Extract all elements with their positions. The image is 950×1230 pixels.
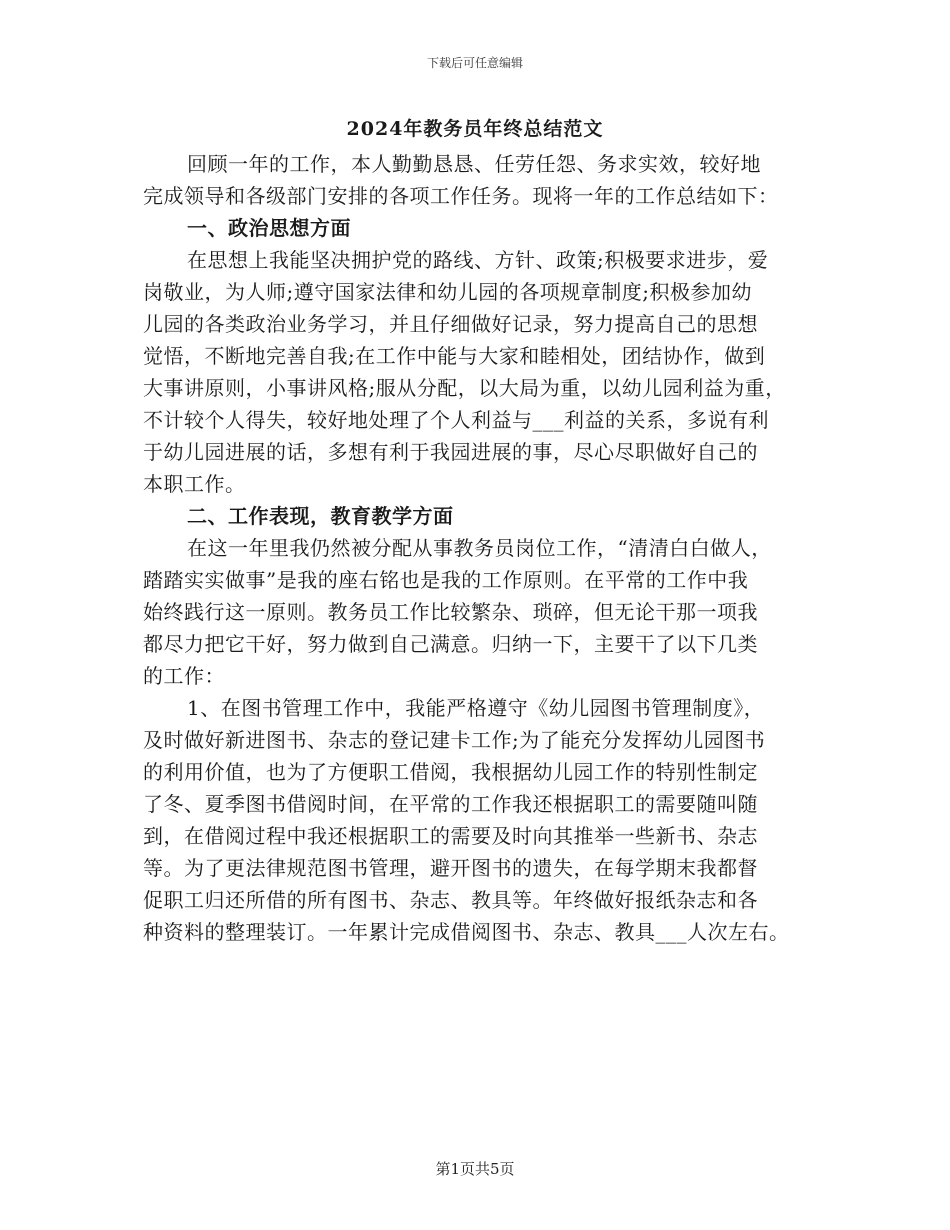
section-heading: 一、政治思想方面: [187, 216, 351, 240]
header-note: 下载后可任意编辑: [426, 56, 523, 70]
paragraph-line: 种资料的整理装订。一年累计完成借阅图书、杂志、教具___人次左右。: [143, 920, 790, 944]
paragraph-line: 等。为了更法律规范图书管理，避开图书的遗失，在每学期末我都督: [143, 856, 758, 880]
page-number: 第1页共5页: [435, 1160, 515, 1178]
document-body: [143, 148, 823, 948]
paragraph-line: 1、在图书管理工作中，我能严格遵守《幼儿园图书管理制度》，: [187, 696, 765, 720]
paragraph-line: 在这一年里我仍然被分配从事教务员岗位工作，“清清白白做人，: [187, 536, 772, 560]
paragraph-line: 踏踏实实做事”是我的座右铭也是我的工作原则。在平常的工作中我: [143, 568, 749, 592]
paragraph-line: 始终践行这一原则。教务员工作比较繁杂、琐碎，但无论干那一项我: [143, 600, 758, 624]
paragraph-line: 的利用价值，也为了方便职工借阅，我根据幼儿园工作的特别性制定: [143, 760, 758, 784]
paragraph-line: 觉悟，不断地完善自我;在工作中能与大家和睦相处，团结协作，做到: [143, 344, 766, 368]
paragraph-line: 岗敬业，为人师;遵守国家法律和幼儿园的各项规章制度;积极参加幼: [143, 280, 752, 304]
paragraph-line: 大事讲原则，小事讲风格;服从分配，以大局为重，以幼儿园利益为重，: [143, 376, 786, 400]
paragraph-line: 不计较个人得失，较好地处理了个人利益与___利益的关系，多说有利: [143, 408, 769, 432]
paragraph-line: 都尽力把它干好，努力做到自己满意。归纳一下，主要干了以下几类: [143, 632, 758, 656]
paragraph-line: 及时做好新进图书、杂志的登记建卡工作;为了能充分发挥幼儿园图书: [143, 728, 766, 752]
paragraph-line: 完成领导和各级部门安排的各项工作任务。现将一年的工作总结如下：: [143, 184, 779, 208]
paragraph-line: 了冬、夏季图书借阅时间，在平常的工作我还根据职工的需要随叫随: [143, 792, 758, 816]
paragraph-line: 促职工归还所借的所有图书、杂志、教具等。年终做好报纸杂志和各: [143, 888, 758, 912]
document-title: 2024年教务员年终总结范文: [346, 118, 604, 140]
paragraph-line: 本职工作。: [143, 472, 246, 496]
paragraph-line: 儿园的各类政治业务学习，并且仔细做好记录，努力提高自己的思想: [143, 312, 758, 336]
paragraph-line: 在思想上我能坚决拥护党的路线、方针、政策;积极要求进步，爱: [187, 248, 769, 272]
paragraph-line: 的工作：: [143, 664, 225, 688]
paragraph-line: 于幼儿园进展的话，多想有利于我园进展的事，尽心尽职做好自己的: [143, 440, 758, 464]
paragraph-line: 回顾一年的工作，本人勤勤恳恳、任劳任怨、务求实效，较好地: [187, 152, 761, 176]
paragraph-line: 到，在借阅过程中我还根据职工的需要及时向其推举一些新书、杂志: [143, 824, 758, 848]
section-heading: 二、工作表现，教育教学方面: [187, 504, 454, 528]
